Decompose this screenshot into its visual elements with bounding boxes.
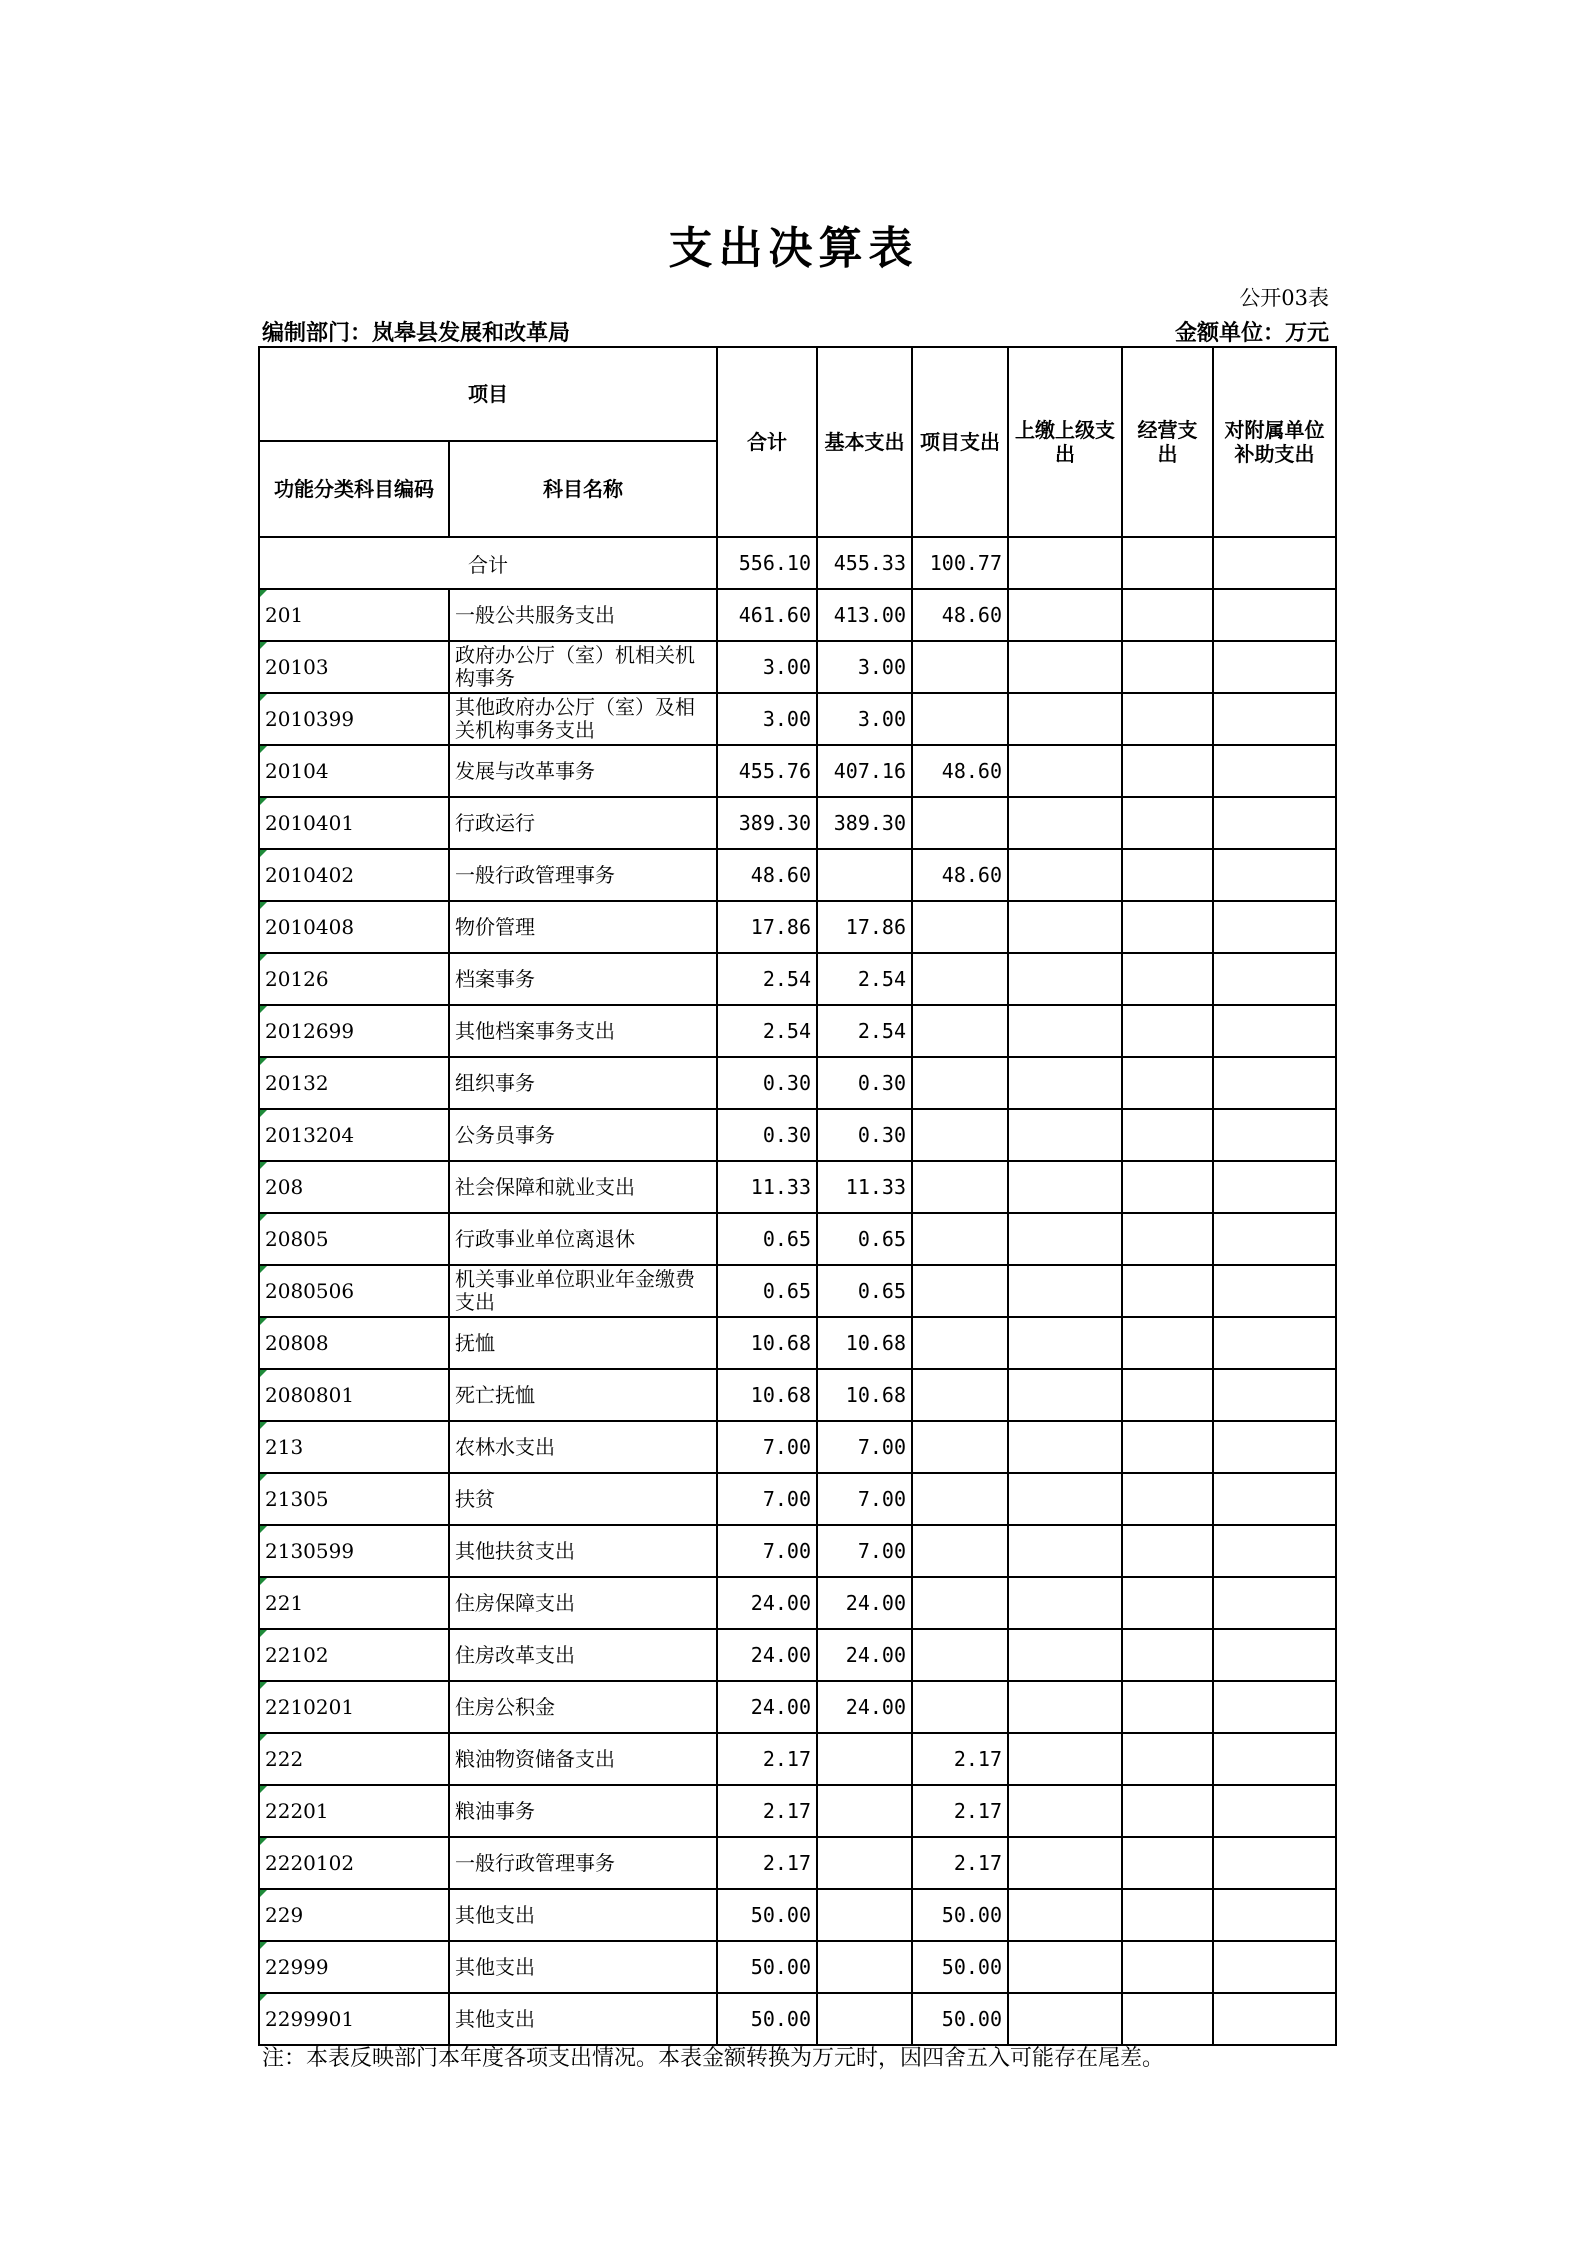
row-basic: 24.00 <box>817 1681 912 1733</box>
table-row <box>259 1577 1336 1629</box>
row-project <box>912 1681 1008 1733</box>
row-name: 一般行政管理事务 <box>449 849 717 901</box>
row-total: 48.60 <box>717 849 817 901</box>
row-business <box>1122 849 1213 901</box>
row-name: 死亡抚恤 <box>449 1369 717 1421</box>
row-project <box>912 901 1008 953</box>
row-basic: 10.68 <box>817 1317 912 1369</box>
total-label: 合计 <box>259 537 717 589</box>
table-row <box>259 1889 1336 1941</box>
row-basic: 2.54 <box>817 1005 912 1057</box>
row-upper <box>1008 693 1122 745</box>
table-row <box>259 1161 1336 1213</box>
row-project: 2.17 <box>912 1733 1008 1785</box>
row-business <box>1122 1473 1213 1525</box>
row-subsidy <box>1213 1993 1336 2045</box>
row-name: 公务员事务 <box>449 1109 717 1161</box>
row-upper <box>1008 1733 1122 1785</box>
row-name: 行政事业单位离退休 <box>449 1213 717 1265</box>
total-amount: 556.10 <box>717 537 817 589</box>
table-row <box>259 849 1336 901</box>
row-upper <box>1008 1525 1122 1577</box>
row-project <box>912 953 1008 1005</box>
total-project: 100.77 <box>912 537 1008 589</box>
row-basic <box>817 1785 912 1837</box>
row-basic <box>817 849 912 901</box>
row-name: 组织事务 <box>449 1057 717 1109</box>
row-upper <box>1008 745 1122 797</box>
row-code: 20126 <box>259 953 449 1005</box>
row-basic <box>817 1993 912 2045</box>
row-total: 24.00 <box>717 1629 817 1681</box>
row-name: 其他政府办公厅（室）及相关机构事务支出 <box>449 693 717 745</box>
row-total: 2.17 <box>717 1785 817 1837</box>
row-upper <box>1008 1369 1122 1421</box>
row-basic: 17.86 <box>817 901 912 953</box>
table-row <box>259 901 1336 953</box>
total-basic: 455.33 <box>817 537 912 589</box>
row-project <box>912 1057 1008 1109</box>
row-basic <box>817 1733 912 1785</box>
row-upper <box>1008 1161 1122 1213</box>
row-code: 20103 <box>259 641 449 693</box>
row-business <box>1122 693 1213 745</box>
row-code: 2299901 <box>259 1993 449 2045</box>
row-business <box>1122 1629 1213 1681</box>
row-project <box>912 1161 1008 1213</box>
row-total: 7.00 <box>717 1473 817 1525</box>
row-business <box>1122 1265 1213 1317</box>
row-basic: 3.00 <box>817 693 912 745</box>
row-code: 221 <box>259 1577 449 1629</box>
table-row <box>259 1421 1336 1473</box>
row-subsidy <box>1213 1837 1336 1889</box>
row-upper <box>1008 953 1122 1005</box>
row-code: 2080506 <box>259 1265 449 1317</box>
row-upper <box>1008 641 1122 693</box>
table-row <box>259 1317 1336 1369</box>
row-total: 455.76 <box>717 745 817 797</box>
row-business <box>1122 1369 1213 1421</box>
row-name: 一般行政管理事务 <box>449 1837 717 1889</box>
row-code: 2010401 <box>259 797 449 849</box>
row-business <box>1122 1005 1213 1057</box>
table-row <box>259 1993 1336 2045</box>
row-total: 0.30 <box>717 1109 817 1161</box>
row-code: 2080801 <box>259 1369 449 1421</box>
row-business <box>1122 641 1213 693</box>
row-code: 20104 <box>259 745 449 797</box>
row-subsidy <box>1213 1057 1336 1109</box>
row-business <box>1122 1109 1213 1161</box>
row-subsidy <box>1213 693 1336 745</box>
page-title: 支出决算表 <box>668 223 919 274</box>
row-project <box>912 1421 1008 1473</box>
row-total: 2.54 <box>717 953 817 1005</box>
row-upper <box>1008 1213 1122 1265</box>
table-row <box>259 1265 1336 1317</box>
table-row <box>259 641 1336 693</box>
row-business <box>1122 1161 1213 1213</box>
row-subsidy <box>1213 1681 1336 1733</box>
row-business <box>1122 1785 1213 1837</box>
row-name: 住房保障支出 <box>449 1577 717 1629</box>
header-project: 项目 <box>259 347 717 441</box>
table-row <box>259 1785 1336 1837</box>
row-upper <box>1008 1473 1122 1525</box>
row-name: 其他档案事务支出 <box>449 1005 717 1057</box>
row-total: 3.00 <box>717 693 817 745</box>
row-subsidy <box>1213 1421 1336 1473</box>
row-code: 20132 <box>259 1057 449 1109</box>
header-project-expenditure: 项目支出 <box>912 347 1008 537</box>
table-row <box>259 1525 1336 1577</box>
row-total: 0.65 <box>717 1265 817 1317</box>
row-upper <box>1008 1889 1122 1941</box>
row-code: 213 <box>259 1421 449 1473</box>
row-basic: 413.00 <box>817 589 912 641</box>
row-upper <box>1008 1421 1122 1473</box>
row-code: 2012699 <box>259 1005 449 1057</box>
row-total: 7.00 <box>717 1525 817 1577</box>
row-basic: 0.65 <box>817 1213 912 1265</box>
row-total: 10.68 <box>717 1317 817 1369</box>
table-row <box>259 1473 1336 1525</box>
header-subsidy: 对附属单位补助支出 <box>1213 347 1336 537</box>
row-business <box>1122 589 1213 641</box>
row-name: 物价管理 <box>449 901 717 953</box>
row-total: 0.30 <box>717 1057 817 1109</box>
row-project <box>912 1213 1008 1265</box>
row-total: 461.60 <box>717 589 817 641</box>
table-row <box>259 1005 1336 1057</box>
row-name: 其他支出 <box>449 1941 717 1993</box>
header-business: 经营支出 <box>1122 347 1213 537</box>
row-upper <box>1008 1993 1122 2045</box>
row-upper <box>1008 1109 1122 1161</box>
table-row <box>259 1941 1336 1993</box>
row-code: 2010408 <box>259 901 449 953</box>
table-row <box>259 1369 1336 1421</box>
row-project: 48.60 <box>912 745 1008 797</box>
row-project <box>912 1525 1008 1577</box>
header-code: 功能分类科目编码 <box>259 441 449 537</box>
row-subsidy <box>1213 1109 1336 1161</box>
row-business <box>1122 953 1213 1005</box>
row-business <box>1122 797 1213 849</box>
row-code: 2010402 <box>259 849 449 901</box>
row-subsidy <box>1213 1785 1336 1837</box>
row-total: 389.30 <box>717 797 817 849</box>
row-subsidy <box>1213 1889 1336 1941</box>
header-name: 科目名称 <box>449 441 717 537</box>
row-code: 201 <box>259 589 449 641</box>
row-project: 48.60 <box>912 589 1008 641</box>
row-upper <box>1008 1577 1122 1629</box>
row-basic <box>817 1837 912 1889</box>
amount-unit: 金额单位：万元 <box>1174 320 1329 346</box>
row-name: 发展与改革事务 <box>449 745 717 797</box>
row-name: 其他支出 <box>449 1889 717 1941</box>
row-name: 农林水支出 <box>449 1421 717 1473</box>
row-project: 2.17 <box>912 1837 1008 1889</box>
row-project <box>912 1109 1008 1161</box>
table-row <box>259 1629 1336 1681</box>
row-code: 22999 <box>259 1941 449 1993</box>
row-total: 3.00 <box>717 641 817 693</box>
row-subsidy <box>1213 849 1336 901</box>
total-upper <box>1008 537 1122 589</box>
row-project: 50.00 <box>912 1941 1008 1993</box>
row-business <box>1122 1577 1213 1629</box>
row-name: 社会保障和就业支出 <box>449 1161 717 1213</box>
row-basic: 24.00 <box>817 1629 912 1681</box>
table-row <box>259 953 1336 1005</box>
row-basic: 0.30 <box>817 1057 912 1109</box>
row-total: 24.00 <box>717 1577 817 1629</box>
row-upper <box>1008 1941 1122 1993</box>
row-basic: 407.16 <box>817 745 912 797</box>
row-name: 住房改革支出 <box>449 1629 717 1681</box>
row-subsidy <box>1213 1161 1336 1213</box>
row-project <box>912 797 1008 849</box>
table-row <box>259 1681 1336 1733</box>
row-subsidy <box>1213 901 1336 953</box>
row-project <box>912 641 1008 693</box>
row-project <box>912 1577 1008 1629</box>
row-business <box>1122 1525 1213 1577</box>
row-code: 2210201 <box>259 1681 449 1733</box>
row-basic: 10.68 <box>817 1369 912 1421</box>
row-basic: 3.00 <box>817 641 912 693</box>
row-basic: 11.33 <box>817 1161 912 1213</box>
row-project <box>912 1473 1008 1525</box>
row-subsidy <box>1213 1577 1336 1629</box>
row-project: 50.00 <box>912 1993 1008 2045</box>
row-subsidy <box>1213 1369 1336 1421</box>
row-code: 22201 <box>259 1785 449 1837</box>
total-subsidy <box>1213 537 1336 589</box>
table-row <box>259 1837 1336 1889</box>
row-name: 档案事务 <box>449 953 717 1005</box>
row-name: 其他扶贫支出 <box>449 1525 717 1577</box>
row-name: 扶贫 <box>449 1473 717 1525</box>
row-basic: 7.00 <box>817 1421 912 1473</box>
row-subsidy <box>1213 1941 1336 1993</box>
row-basic: 24.00 <box>817 1577 912 1629</box>
table-row <box>259 745 1336 797</box>
row-subsidy <box>1213 589 1336 641</box>
header-upper-level: 上缴上级支出 <box>1008 347 1122 537</box>
row-subsidy <box>1213 1525 1336 1577</box>
total-row <box>259 537 1336 589</box>
row-name: 粮油事务 <box>449 1785 717 1837</box>
header-total: 合计 <box>717 347 817 537</box>
row-project <box>912 1629 1008 1681</box>
row-code: 222 <box>259 1733 449 1785</box>
row-upper <box>1008 1629 1122 1681</box>
table-row <box>259 1213 1336 1265</box>
row-upper <box>1008 589 1122 641</box>
row-business <box>1122 1993 1213 2045</box>
row-subsidy <box>1213 1213 1336 1265</box>
row-basic: 7.00 <box>817 1473 912 1525</box>
row-upper <box>1008 1837 1122 1889</box>
row-project: 48.60 <box>912 849 1008 901</box>
row-upper <box>1008 849 1122 901</box>
row-name: 政府办公厅（室）机相关机构事务 <box>449 641 717 693</box>
row-business <box>1122 901 1213 953</box>
row-project <box>912 1005 1008 1057</box>
row-project <box>912 693 1008 745</box>
table-row <box>259 693 1336 745</box>
row-business <box>1122 1681 1213 1733</box>
row-total: 2.54 <box>717 1005 817 1057</box>
row-total: 11.33 <box>717 1161 817 1213</box>
row-business <box>1122 1057 1213 1109</box>
row-subsidy <box>1213 1265 1336 1317</box>
row-code: 20808 <box>259 1317 449 1369</box>
row-upper <box>1008 1005 1122 1057</box>
row-total: 50.00 <box>717 1993 817 2045</box>
row-basic: 7.00 <box>817 1525 912 1577</box>
row-basic: 0.65 <box>817 1265 912 1317</box>
row-business <box>1122 1941 1213 1993</box>
row-total: 0.65 <box>717 1213 817 1265</box>
row-basic <box>817 1889 912 1941</box>
row-business <box>1122 1889 1213 1941</box>
row-business <box>1122 1421 1213 1473</box>
row-code: 2010399 <box>259 693 449 745</box>
header-basic: 基本支出 <box>817 347 912 537</box>
row-upper <box>1008 797 1122 849</box>
form-number: 公开03表 <box>1239 286 1329 310</box>
row-project <box>912 1369 1008 1421</box>
row-business <box>1122 745 1213 797</box>
row-code: 2130599 <box>259 1525 449 1577</box>
row-total: 24.00 <box>717 1681 817 1733</box>
table-row <box>259 1733 1336 1785</box>
row-code: 2013204 <box>259 1109 449 1161</box>
table-row <box>259 1109 1336 1161</box>
row-project <box>912 1317 1008 1369</box>
row-upper <box>1008 1681 1122 1733</box>
row-code: 208 <box>259 1161 449 1213</box>
row-name: 其他支出 <box>449 1993 717 2045</box>
row-project: 50.00 <box>912 1889 1008 1941</box>
row-basic: 0.30 <box>817 1109 912 1161</box>
total-business <box>1122 537 1213 589</box>
row-total: 2.17 <box>717 1837 817 1889</box>
row-name: 粮油物资储备支出 <box>449 1733 717 1785</box>
row-subsidy <box>1213 797 1336 849</box>
row-subsidy <box>1213 745 1336 797</box>
row-basic: 389.30 <box>817 797 912 849</box>
row-subsidy <box>1213 1473 1336 1525</box>
row-total: 2.17 <box>717 1733 817 1785</box>
row-name: 一般公共服务支出 <box>449 589 717 641</box>
row-code: 21305 <box>259 1473 449 1525</box>
row-upper <box>1008 1265 1122 1317</box>
row-business <box>1122 1733 1213 1785</box>
compiling-department: 编制部门：岚皋县发展和改革局 <box>262 320 571 346</box>
row-name: 行政运行 <box>449 797 717 849</box>
row-basic: 2.54 <box>817 953 912 1005</box>
row-upper <box>1008 1317 1122 1369</box>
row-subsidy <box>1213 1005 1336 1057</box>
footnote: 注：本表反映部门本年度各项支出情况。本表金额转换为万元时，因四舍五入可能存在尾差。 <box>262 2046 1165 2071</box>
row-subsidy <box>1213 1629 1336 1681</box>
row-name: 住房公积金 <box>449 1681 717 1733</box>
table-row <box>259 1057 1336 1109</box>
row-total: 17.86 <box>717 901 817 953</box>
row-project: 2.17 <box>912 1785 1008 1837</box>
row-basic <box>817 1941 912 1993</box>
table-row <box>259 589 1336 641</box>
row-upper <box>1008 901 1122 953</box>
table-row <box>259 797 1336 849</box>
row-total: 7.00 <box>717 1421 817 1473</box>
row-name: 机关事业单位职业年金缴费支出 <box>449 1265 717 1317</box>
row-name: 抚恤 <box>449 1317 717 1369</box>
expenditure-table <box>258 346 1337 2046</box>
row-subsidy <box>1213 641 1336 693</box>
row-code: 20805 <box>259 1213 449 1265</box>
row-business <box>1122 1317 1213 1369</box>
row-total: 50.00 <box>717 1889 817 1941</box>
row-business <box>1122 1213 1213 1265</box>
row-total: 50.00 <box>717 1941 817 1993</box>
row-subsidy <box>1213 953 1336 1005</box>
row-code: 229 <box>259 1889 449 1941</box>
row-total: 10.68 <box>717 1369 817 1421</box>
row-subsidy <box>1213 1317 1336 1369</box>
row-project <box>912 1265 1008 1317</box>
row-code: 22102 <box>259 1629 449 1681</box>
row-business <box>1122 1837 1213 1889</box>
row-upper <box>1008 1785 1122 1837</box>
row-code: 2220102 <box>259 1837 449 1889</box>
row-subsidy <box>1213 1733 1336 1785</box>
row-upper <box>1008 1057 1122 1109</box>
